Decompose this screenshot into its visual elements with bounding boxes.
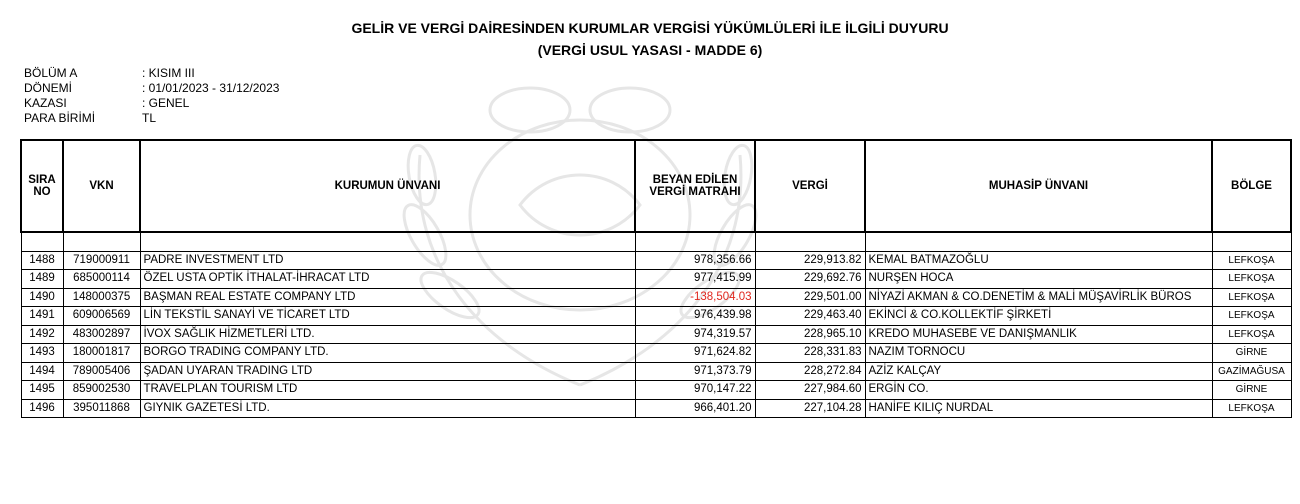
table-row [21, 325, 1291, 344]
cell-bolge: LEFKOŞA [1212, 288, 1291, 307]
col-header-vkn: VKN [63, 140, 140, 232]
cell-matrah: 971,624.82 [635, 344, 755, 363]
meta-value: : KISIM III [142, 66, 195, 80]
cell-sira-no: 1493 [21, 344, 63, 363]
col-header-matrah: BEYAN EDİLEN VERGİ MATRAHI [635, 140, 755, 232]
cell-matrah: 971,373.79 [635, 362, 755, 381]
cell-muhasip: EKİNCİ & CO.KOLLEKTİF ŞİRKETİ [865, 307, 1212, 326]
cell-vergi: 227,984.60 [755, 381, 865, 400]
cell-vergi: 228,331.83 [755, 344, 865, 363]
header-separator [21, 232, 1291, 251]
cell-matrah: 978,356.66 [635, 251, 755, 270]
cell-vkn: 859002530 [63, 381, 140, 400]
cell-vkn: 719000911 [63, 251, 140, 270]
cell-matrah: 977,415.99 [635, 270, 755, 289]
cell-vergi: 229,913.82 [755, 251, 865, 270]
tax-table [20, 139, 1292, 418]
meta-value: : 01/01/2023 - 31/12/2023 [142, 81, 280, 95]
cell-bolge: LEFKOŞA [1212, 270, 1291, 289]
cell-bolge: LEFKOŞA [1212, 251, 1291, 270]
cell-muhasip: KREDO MUHASEBE VE DANIŞMANLIK [865, 325, 1212, 344]
cell-vkn: 483002897 [63, 325, 140, 344]
cell-muhasip: KEMAL BATMAZOĞLU [865, 251, 1212, 270]
cell-matrah: 970,147.22 [635, 381, 755, 400]
table-row [21, 399, 1291, 418]
cell-vkn: 148000375 [63, 288, 140, 307]
meta-value: TL [142, 111, 157, 125]
page-title: GELİR VE VERGİ DAİRESİNDEN KURUMLAR VERGİSİ YÜKÜMLÜLERİ İLE İLGİLİ DUYURU [351, 20, 949, 36]
cell-kurum-unvani: ŞADAN UYARAN TRADING LTD [140, 362, 635, 381]
cell-muhasip: ERGİN CO. [865, 381, 1212, 400]
table-row [21, 381, 1291, 400]
cell-sira-no: 1491 [21, 307, 63, 326]
cell-kurum-unvani: GIYNIK GAZETESİ LTD. [140, 399, 635, 418]
meta-row [24, 111, 279, 126]
meta-label: BÖLÜM A [24, 66, 78, 80]
cell-vkn: 789005406 [63, 362, 140, 381]
cell-vergi: 228,965.10 [755, 325, 865, 344]
col-header-kurum-unvani: KURUMUN ÜNVANI [140, 140, 635, 232]
cell-sira-no: 1489 [21, 270, 63, 289]
cell-matrah: 976,439.98 [635, 307, 755, 326]
cell-vergi: 229,501.00 [755, 288, 865, 307]
table-row [21, 307, 1291, 326]
cell-muhasip: NAZIM TORNOCU [865, 344, 1212, 363]
cell-vergi: 229,463.40 [755, 307, 865, 326]
col-header-sira-no: SIRA NO [21, 140, 63, 232]
cell-matrah: -138,504.03 [635, 288, 755, 307]
table-row [21, 288, 1291, 307]
cell-matrah: 974,319.57 [635, 325, 755, 344]
cell-sira-no: 1495 [21, 381, 63, 400]
cell-muhasip: HANİFE KILIÇ NURDAL [865, 399, 1212, 418]
meta-row [24, 66, 279, 81]
meta-value: : GENEL [142, 96, 190, 110]
cell-vergi: 228,272.84 [755, 362, 865, 381]
cell-vkn: 685000114 [63, 270, 140, 289]
cell-matrah: 966,401.20 [635, 399, 755, 418]
cell-vkn: 609006569 [63, 307, 140, 326]
cell-kurum-unvani: PADRE INVESTMENT LTD [140, 251, 635, 270]
cell-bolge: GAZİMAĞUSA [1212, 362, 1291, 381]
cell-sira-no: 1494 [21, 362, 63, 381]
table-row [21, 344, 1291, 363]
cell-bolge: LEFKOŞA [1212, 325, 1291, 344]
cell-vkn: 180001817 [63, 344, 140, 363]
col-header-muhasip: MUHASİP ÜNVANI [865, 140, 1212, 232]
table-row [21, 362, 1291, 381]
table-row [21, 270, 1291, 289]
cell-bolge: LEFKOŞA [1212, 399, 1291, 418]
cell-muhasip: NURŞEN HOCA [865, 270, 1212, 289]
meta-row [24, 81, 279, 96]
cell-bolge: GİRNE [1212, 381, 1291, 400]
meta-label: KAZASI [24, 96, 67, 110]
cell-sira-no: 1496 [21, 399, 63, 418]
meta-label: PARA BİRİMİ [24, 111, 96, 125]
table-row [21, 251, 1291, 270]
meta-row [24, 96, 279, 111]
cell-sira-no: 1488 [21, 251, 63, 270]
cell-sira-no: 1490 [21, 288, 63, 307]
col-header-bolge: BÖLGE [1212, 140, 1291, 232]
cell-bolge: LEFKOŞA [1212, 307, 1291, 326]
cell-kurum-unvani: BORGO TRADING COMPANY LTD. [140, 344, 635, 363]
cell-kurum-unvani: ÖZEL USTA OPTİK İTHALAT-İHRACAT LTD [140, 270, 635, 289]
cell-sira-no: 1492 [21, 325, 63, 344]
meta-label: DÖNEMİ [24, 81, 72, 95]
col-header-vergi: VERGİ [755, 140, 865, 232]
cell-kurum-unvani: LİN TEKSTİL SANAYİ VE TİCARET LTD [140, 307, 635, 326]
cell-kurum-unvani: TRAVELPLAN TOURISM LTD [140, 381, 635, 400]
cell-kurum-unvani: BAŞMAN REAL ESTATE COMPANY LTD [140, 288, 635, 307]
cell-kurum-unvani: İVOX SAĞLIK HİZMETLERİ LTD. [140, 325, 635, 344]
cell-muhasip: NİYAZİ AKMAN & CO.DENETİM & MALİ MÜŞAVİRLİK BÜROS [865, 288, 1212, 307]
meta-info [24, 66, 279, 126]
cell-muhasip: AZİZ KALÇAY [865, 362, 1212, 381]
cell-vergi: 229,692.76 [755, 270, 865, 289]
cell-vergi: 227,104.28 [755, 399, 865, 418]
cell-vkn: 395011868 [63, 399, 140, 418]
cell-bolge: GİRNE [1212, 344, 1291, 363]
page-subtitle: (VERGİ USUL YASASI - MADDE 6) [537, 42, 763, 58]
